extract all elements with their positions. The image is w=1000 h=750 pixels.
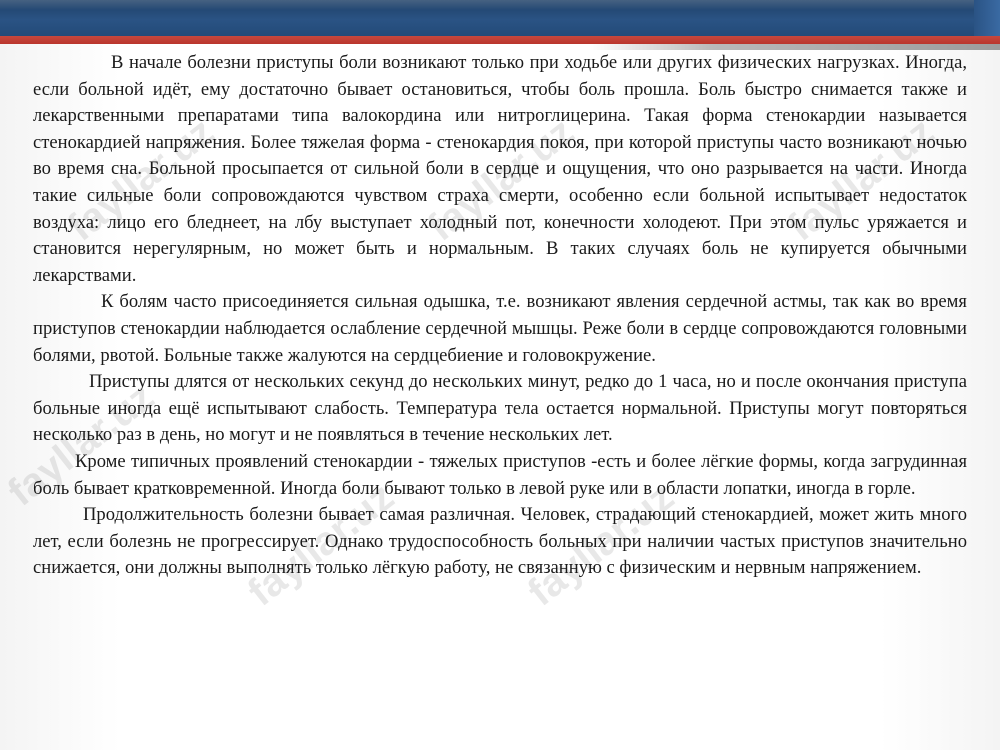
watermark: fayllar.uz (0, 374, 162, 515)
watermark: fayllar.uz (520, 474, 682, 615)
slide-body-text (33, 50, 967, 582)
paragraph: В начале болезни приступы боли возникают только при ходьбе или других физических нагрузках. Иногда, если больной идёт, ему достаточно бывает остановиться, чтобы боль прошла. Боль быстро снимается также и лекарственными препаратами типа валокордина или нитроглицерина. Такая форма стенокардии называется стенокардией напряжения. Более тяжелая форма - стенокардия покоя, при которой приступы часто возникают ночью во время сна. Больной просыпается от сильной боли в сердце и ощущения, что оно разрывается на части. Иногда такие сильные боли сопровождаются чувством страха смерти, особенно если больной испытывает недостаток воздуха: лицо его бледнеет, на лбу выступает холодный пот, конечности холодеют. При этом пульс уряжается и становится нерегулярным, но может быть и нормальным. В таких случаях боль не купируется обычными лекарствами. (33, 52, 967, 286)
watermark: fayllar.uz (420, 109, 582, 250)
header-accent (974, 0, 1000, 36)
paragraph: Продолжительность болезни бывает самая различная. Человек, страдающий стенокардией, может жить много лет, если болезнь не прогрессирует. Однако трудоспособность больных при наличии частых приступов значительно снижается, они должны выполнять только лёгкую работу, не связанную с физическим и нервным напряжением. (33, 504, 967, 579)
watermark: fayllar.uz (780, 109, 942, 250)
header-shine (0, 0, 1000, 10)
paragraph: Кроме типичных проявлений стенокардии - тяжелых приступов -есть и более лёгкие формы, когда загрудинная боль бывает кратковременной. Иногда боли бывают только в левой руке или в области лопатки, иногда в горле. (33, 450, 967, 499)
watermark: fayllar.uz (60, 109, 222, 250)
watermark: fayllar.uz (240, 474, 402, 615)
header-red-stripe (0, 36, 1000, 44)
paragraph: К болям часто присоединяется сильная одышка, т.е. возникают явления сердечной астмы, так как во время приступов стенокардии наблюдается ослабление сердечной мышцы. Реже боли в сердце сопровождаются головными болями, рвотой. Больные также жалуются на сердцебиение и головокружение. (33, 291, 967, 366)
paragraph: Приступы длятся от нескольких секунд до нескольких минут, редко до 1 часа, но и после окончания приступа больные иногда ещё испытывают слабость. Температура тела остается нормальной. Приступы могут повторяться несколько раз в день, но могут и не появляться в течение нескольких лет. (33, 371, 967, 446)
header-bar (0, 0, 1000, 36)
